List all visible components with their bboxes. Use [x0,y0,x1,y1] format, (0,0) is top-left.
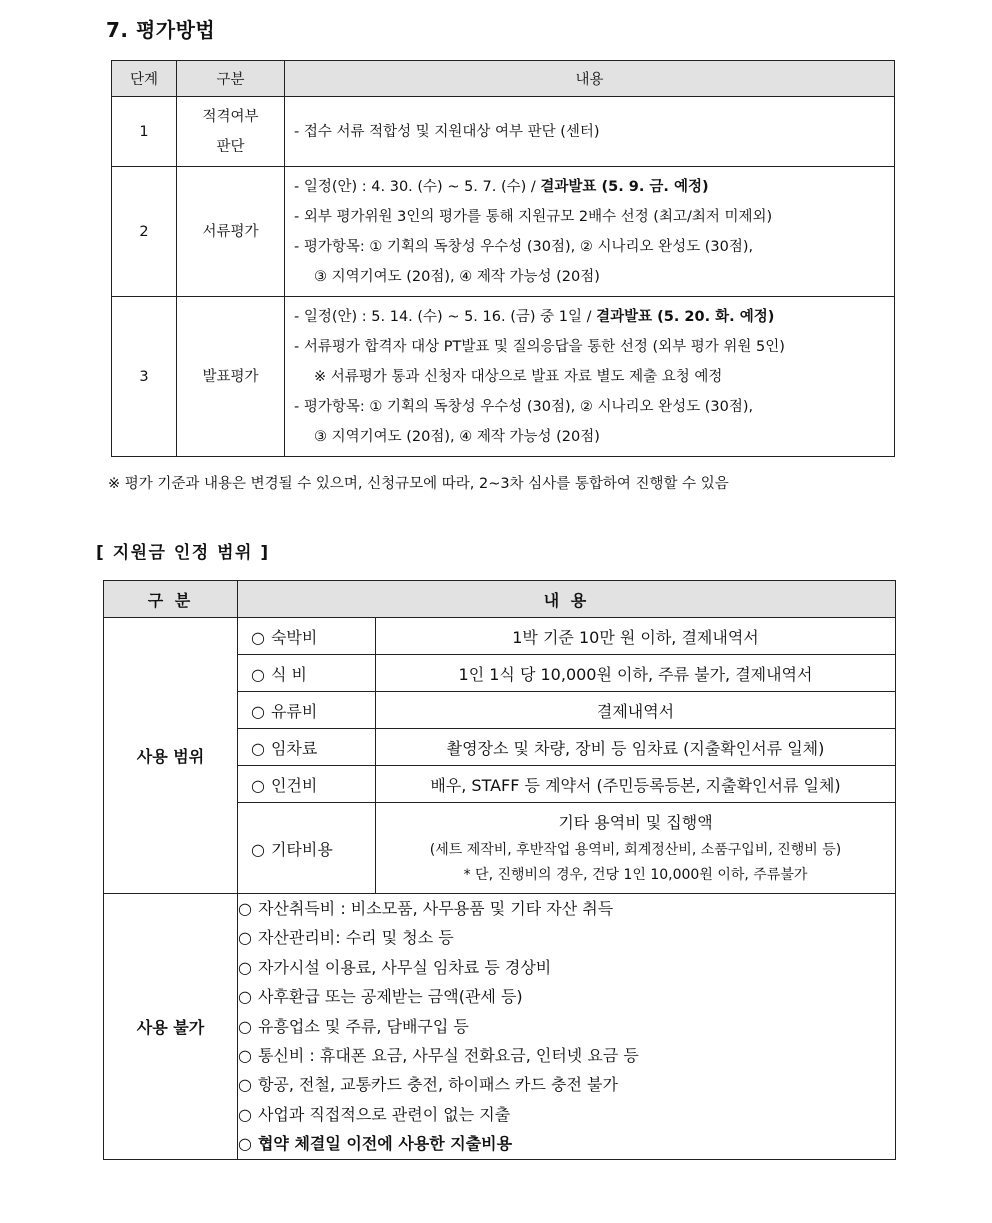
expense-description: 배우, STAFF 등 계약서 (주민등록등본, 지출확인서류 일체) [376,766,896,803]
forbidden-item [238,1129,895,1158]
content-text: - 일정(안) : 5. 14. (수) ~ 5. 16. (금) 중 1일 / [294,308,597,325]
section-title: 7. 평가방법 [106,18,216,42]
expense-item [238,655,376,692]
use-category-label: 사용 범위 [104,618,238,894]
description-line: * 단, 진행비의 경우, 건당 1인 10,000원 이하, 주류불가 [463,867,808,883]
support-title: [ 지원금 인정 범위 ] [96,543,270,563]
category-line: 발표평가 [202,368,259,385]
forbidden-text: 자산관리비: 수리 및 청소 등 [257,928,454,948]
step-number: 3 [112,297,177,457]
expense-name: 숙박비 [270,627,318,647]
content-line [294,262,886,292]
content-line [294,422,886,452]
description-line: 기타 용역비 및 집행액 [558,813,713,832]
expense-item [238,729,376,766]
content-line [294,232,886,262]
step-category [177,297,285,457]
forbidden-list [238,894,896,1160]
step-number: 2 [112,167,177,297]
circle-bullet: ○ [238,1134,252,1154]
content-text: ※ 서류평가 통과 신청자 대상으로 발표 자료 별도 제출 요청 예정 [314,368,723,385]
forbidden-text: 자가시설 이용료, 사무실 임차료 등 경상비 [257,957,552,977]
circle-bullet: ○ [251,627,265,647]
circle-bullet: ○ [251,701,265,721]
expense-item [238,766,376,803]
forbidden-item [238,923,895,952]
category-line: 판단 [216,138,245,155]
forbidden-text: 사업과 직접적으로 관련이 없는 지출 [257,1104,511,1124]
forbidden-text: 유흥업소 및 주류, 담배구입 등 [257,1016,469,1036]
content-text: - 평가항목: ① 기획의 독창성 우수성 (30점), ② 시나리오 완성도 (30점), [294,238,754,255]
expense-name: 기타비용 [270,839,333,859]
forbidden-text: 항공, 전철, 교통카드 충전, 하이패스 카드 충전 불가 [257,1075,618,1095]
content-line [294,172,886,202]
category-line: 적격여부 [202,108,259,125]
forbidden-item [238,894,895,923]
expense-description: 촬영장소 및 차량, 장비 등 임차료 (지출확인서류 일체) [376,729,896,766]
description-line: (세트 제작비, 후반작업 용역비, 회계정산비, 소품구입비, 진행비 등) [429,842,842,858]
header-step: 단계 [112,61,177,97]
forbidden-text: 자산취득비 : 비소모품, 사무용품 및 기타 자산 취득 [257,899,614,918]
evaluation-row [112,167,895,297]
expense-name: 임차료 [270,738,318,758]
result-announcement: 결과발표 (5. 9. 금. 예정) [540,178,709,195]
step-category [177,97,285,167]
content-line [294,392,886,422]
evaluation-row [112,297,895,457]
expense-description: 1인 1식 당 10,000원 이하, 주류 불가, 결제내역서 [376,655,896,692]
forbid-category-label: 사용 불가 [104,894,238,1160]
forbidden-item [238,1041,895,1070]
content-line [294,362,886,392]
content-text: - 평가항목: ① 기획의 독창성 우수성 (30점), ② 시나리오 완성도 (30점), [294,398,754,415]
expense-item [238,692,376,729]
forbidden-item [238,1012,895,1041]
evaluation-row [112,97,895,167]
content-text: ③ 지역기여도 (20점), ④ 제작 가능성 (20점) [314,268,600,285]
expense-name: 식 비 [270,664,307,684]
content-text: - 접수 서류 적합성 및 지원대상 여부 판단 (센터) [294,123,600,140]
circle-bullet: ○ [238,1104,252,1124]
expense-description [376,803,896,894]
step-content [285,97,895,167]
content-line [294,202,886,232]
content-line [294,332,886,362]
circle-bullet: ○ [238,1016,252,1036]
category-line: 서류평가 [202,223,259,240]
support-table [103,580,896,1160]
forbidden-item [238,953,895,982]
circle-bullet: ○ [238,899,252,918]
circle-bullet: ○ [251,775,265,795]
expense-item [238,803,376,894]
header-category: 구분 [177,61,285,97]
content-text: - 외부 평가위원 3인의 평가를 통해 지원규모 2배수 선정 (최고/최저 미제외) [294,208,773,225]
forbidden-text: 통신비 : 휴대폰 요금, 사무실 전화요금, 인터넷 요금 등 [257,1046,639,1066]
result-announcement: 결과발표 (5. 20. 화. 예정) [596,308,775,325]
header-content: 내 용 [238,581,896,618]
expense-item [238,618,376,655]
step-number: 1 [112,97,177,167]
circle-bullet: ○ [251,839,265,859]
forbidden-row [104,894,896,1160]
evaluation-note: ※ 평가 기준과 내용은 변경될 수 있으며, 신청규모에 따라, 2~3차 심사를 통합하여 진행할 수 있음 [108,476,729,492]
forbidden-text: 사후환급 또는 공제받는 금액(관세 등) [257,987,523,1007]
forbidden-text: 협약 체결일 이전에 사용한 지출비용 [257,1134,513,1154]
use-row [104,618,896,655]
content-text: ③ 지역기여도 (20점), ④ 제작 가능성 (20점) [314,428,600,445]
header-content: 내용 [285,61,895,97]
circle-bullet: ○ [238,928,252,948]
evaluation-table [111,60,895,457]
circle-bullet: ○ [238,1046,252,1066]
circle-bullet: ○ [238,987,252,1007]
circle-bullet: ○ [251,738,265,758]
circle-bullet: ○ [238,957,252,977]
forbidden-item [238,1070,895,1099]
step-content [285,167,895,297]
header-category: 구 분 [104,581,238,618]
forbidden-item [238,982,895,1011]
content-text: - 서류평가 합격자 대상 PT발표 및 질의응답을 통한 선정 (외부 평가 위원 5인) [294,338,785,355]
forbidden-item [238,1100,895,1129]
circle-bullet: ○ [238,1075,252,1095]
content-text: - 일정(안) : 4. 30. (수) ~ 5. 7. (수) / [294,178,541,195]
circle-bullet: ○ [251,664,265,684]
content-line [294,302,886,332]
step-category [177,167,285,297]
expense-description: 결제내역서 [376,692,896,729]
expense-name: 인건비 [270,775,318,795]
step-content [285,297,895,457]
content-line [294,117,886,147]
expense-description: 1박 기준 10만 원 이하, 결제내역서 [376,618,896,655]
expense-name: 유류비 [270,701,318,721]
